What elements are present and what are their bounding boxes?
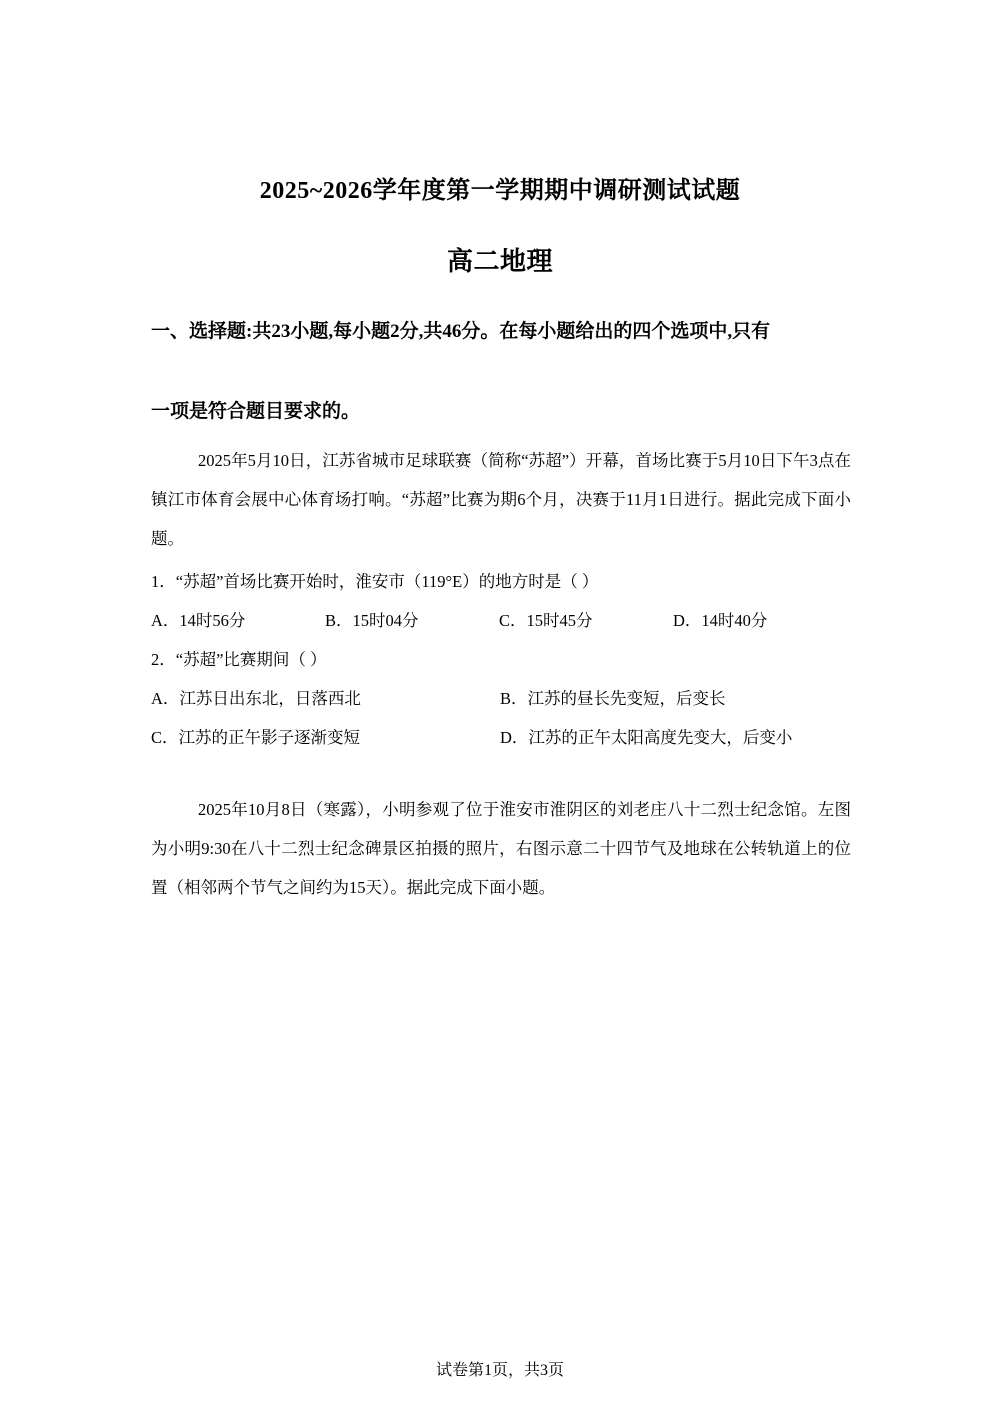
q1-option-b: B．15时04分 (325, 611, 419, 630)
question-1-stem: 1．“苏超”首场比赛开始时，淮安市（119°E）的地方时是（ ） (151, 572, 599, 591)
question-2-stem: 2．“苏超”比赛期间（ ） (151, 650, 327, 669)
passage-2: 2025年10月8日（寒露），小明参观了位于淮安市淮阴区的刘老庄八十二烈士纪念馆。左图为小明9:30在八十二烈士纪念碑景区拍摄的照片，右图示意二十四节气及地球在公转轨道上的位置（相邻两个节气之间约为15天）。据此完成下面小题。 (151, 800, 851, 897)
subject-title: 高二地理 (446, 247, 553, 276)
q2-option-a: A．江苏日出东北，日落西北 (151, 689, 361, 708)
passage-1: 2025年5月10日，江苏省城市足球联赛（简称“苏超”）开幕，首场比赛于5月10日下午3点在镇江市体育会展中心体育场打响。“苏超”比赛为期6个月，决赛于11月1日进行。据此完成下面小题。 (151, 451, 851, 548)
q2-option-c: C．江苏的正午影子逐渐变短 (151, 728, 361, 747)
q2-option-d: D．江苏的正午太阳高度先变大，后变小 (500, 728, 793, 747)
question-1-options (151, 607, 851, 631)
q1-option-c: C．15时45分 (499, 611, 593, 630)
q1-option-a: A．14时56分 (151, 611, 246, 630)
exam-title: 2025~2026学年度第一学期期中调研测试试题 (259, 178, 741, 204)
section-heading-line2: 一项是符合题目要求的。 (151, 401, 361, 422)
page-footer: 试卷第1页，共3页 (435, 1362, 564, 1379)
q1-option-d: D．14时40分 (673, 611, 768, 630)
q2-option-b: B．江苏的昼长先变短，后变长 (500, 689, 726, 708)
question-2-options-row1 (151, 685, 851, 709)
question-2-options-row2 (151, 724, 851, 748)
section-heading-line1: 一、选择题:共23小题,每小题2分,共46分。在每小题给出的四个选项中,只有 (151, 321, 771, 342)
